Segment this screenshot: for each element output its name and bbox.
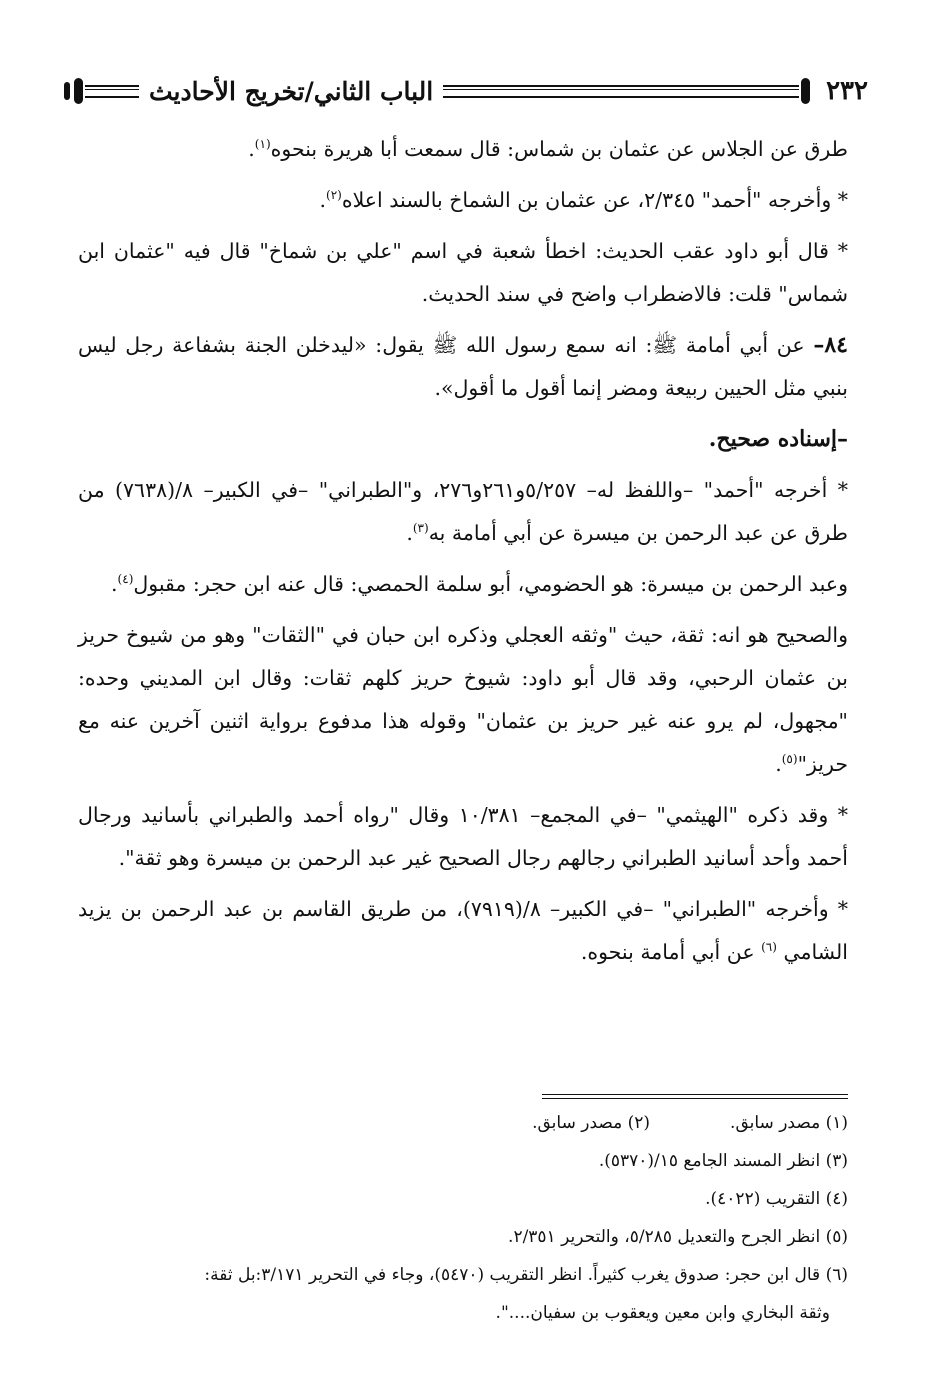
- header-ornament-left-knob: [74, 78, 83, 104]
- header-ornament-right-knob: [801, 78, 810, 104]
- paragraph: * وأخرجه "أحمد" ٢/٣٤٥، عن عثمان بن الشماخ بالسند اعلاه$^{(٢)}$.: [319, 188, 848, 212]
- header-rule-right: [443, 85, 799, 98]
- footnote-1: (١) مصدر سابق.: [730, 1113, 848, 1133]
- header-ornament-left: [64, 82, 70, 100]
- page-number: ٢٣٢: [826, 76, 868, 106]
- footnote-6: (٦) قال ابن حجر: صدوق يغرب كثيراً. انظر التقريب (٥٤٧٠)، وجاء في التحرير ٣/١٧١:بل ثقة:: [204, 1265, 848, 1285]
- paragraph: * وأخرجه "الطبراني" –في الكبير– ٨/(٧٩١٩)، من طريق القاسم بن عبد الرحمن بن يزيد الشامي $^{(٦)}$ عن أبي أمامة بنحوه.: [78, 897, 848, 964]
- footnote-ref: (٣): [412, 521, 429, 536]
- running-header: [62, 66, 868, 116]
- footnote-ref: (٥): [781, 752, 798, 767]
- footnote-4: (٤) التقريب (٤٠٢٢).: [705, 1189, 848, 1209]
- footnote-5: (٥) انظر الجرح والتعديل ٥/٢٨٥، والتحرير ٢/٣٥١.: [508, 1227, 848, 1247]
- footnote-row: [78, 1104, 848, 1142]
- chapter-title: الباب الثاني/تخريج الأحاديث: [149, 76, 434, 106]
- isnad-grading: –إسناده صحيح.: [708, 426, 848, 452]
- footnote-6-continued: وثقة البخاري وابن معين ويعقوب بن سفيان....".: [495, 1303, 830, 1323]
- footnote-ref: (١): [254, 137, 271, 152]
- paragraph: والصحيح هو انه: ثقة، حيث "وثقه العجلي وذكره ابن حبان في "الثقات" وهو من شيوخ حريز بن عثمان الرحبي، وقد قال أبو داود: شيوخ حريز كلهم ثقات: وقال ابن المديني وحده: "مجهول، لم يرو عنه غير حريز بن عثمان" وقوله هذا مدفوع برواية اثنين آخرين عنه مع حريز"$^{(٥)}$.: [78, 623, 848, 776]
- footnote-ref: (٢): [326, 188, 342, 203]
- paragraph: * أخرجه "أحمد" –واللفظ له– ٥/٢٥٧و٢٦١و٢٧٦، و"الطبراني" –في الكبير– ٨/(٧٦٣٨) من طرق عن عبد الرحمن بن ميسرة عن أبي أمامة به$^{(٣)}$.: [78, 478, 848, 545]
- paragraph: * وقد ذكره "الهيثمي" –في المجمع– ١٠/٣٨١ وقال "رواه أحمد والطبراني بأسانيد ورجال أحمد وأحد أسانيد الطبراني رجالهم رجال الصحيح غير عبد الرحمن بن ميسرة وهو ثقة".: [78, 803, 848, 870]
- footnote-2: (٢) مصدر سابق.: [532, 1113, 651, 1133]
- footnote-ref: (٤): [117, 572, 134, 587]
- paragraph: * قال أبو داود عقب الحديث: اخطأ شعبة في اسم "علي بن شماخ" قال فيه "عثمان ابن شماس" قلت: فالاضطراب واضح في سند الحديث.: [78, 239, 848, 306]
- paragraph: طرق عن الجلاس عن عثمان بن شماس: قال سمعت أبا هريرة بنحوه$^{(١)}$.: [248, 137, 848, 161]
- footnote-3: (٣) انظر المسند الجامع ١٥/(٥٣٧٠).: [598, 1151, 848, 1171]
- footnote-separator: [542, 1094, 848, 1099]
- header-rule-left: [85, 85, 139, 98]
- main-text: [78, 128, 848, 982]
- footnotes: [78, 1104, 848, 1332]
- hadith-number: ٨٤–: [813, 332, 848, 358]
- footnote-ref: (٦): [761, 940, 777, 955]
- hadith-paragraph: ٨٤– عن أبي أمامة ﷺ: انه سمع رسول الله ﷺ يقول: «ليدخلن الجنة بشفاعة رجل ليس بنبي مثل الحيين ربيعة ومضر إنما أقول ما أقول».: [78, 332, 848, 400]
- paragraph: وعبد الرحمن بن ميسرة: هو الحضومي، أبو سلمة الحمصي: قال عنه ابن حجر: مقبول$^{(٤)}$.: [111, 572, 848, 596]
